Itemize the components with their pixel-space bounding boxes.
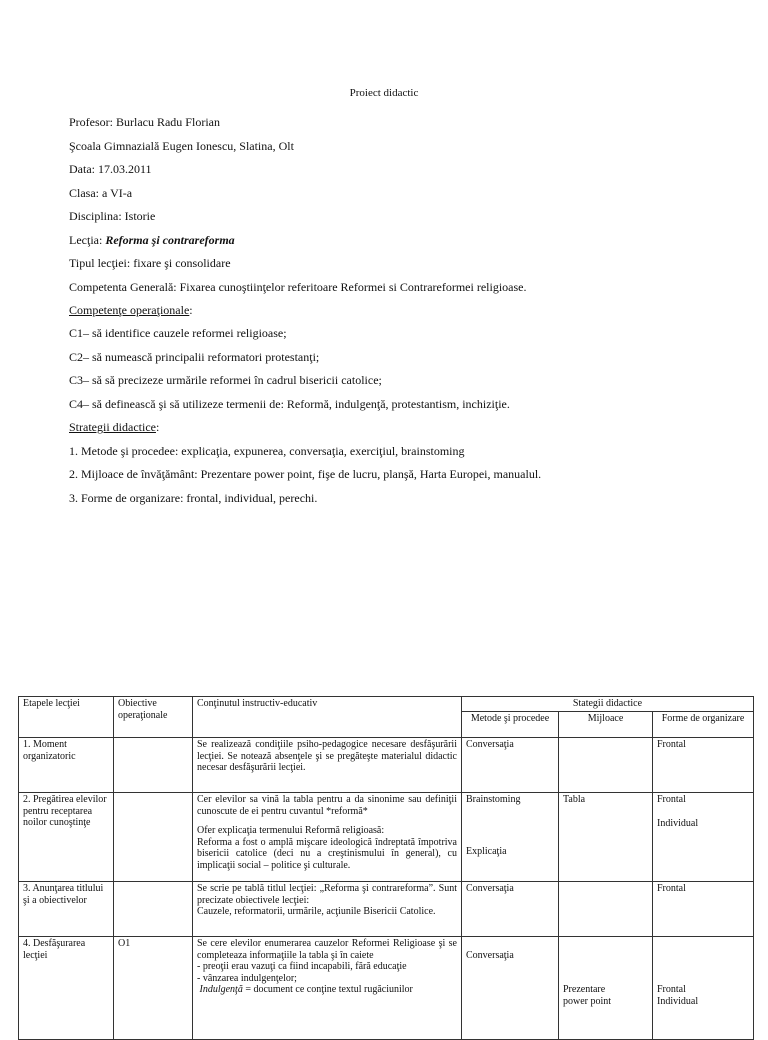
header-continut: Conţinutul instructiv-educativ	[193, 697, 462, 738]
competenta-generala-line: Competenta Generală: Fixarea cunoştiinţelor referitoare Reformei si Contrareformei religioase.	[69, 280, 527, 294]
continut-cell	[193, 937, 462, 1040]
continut-paragraph: Se scrie pe tablă titlul lecţiei: „Reforma şi contrareforma”. Sunt precizate obiectivele lecţiei:	[197, 883, 457, 906]
continut-paragraph: Ofer explicaţia termenului Reformă religioasă:	[197, 825, 385, 836]
header-obiective: Obiective operaţionale	[114, 697, 193, 738]
lectia-title: Reforma şi contrareforma	[105, 233, 235, 247]
continut-cell: Se realizează condiţiile psiho-pedagogice necesare desfăşurării lecţiei. Se notează absenţele şi se pregăteşte materialul didactic necesar desfăşurării lecţiei.	[193, 738, 462, 793]
cell-spacer	[466, 806, 554, 846]
metode-item: Explicaţia	[466, 845, 507, 857]
continut-paragraph: Cauzele, reformatorii, urmările, acţiunile Bisericii Catolice.	[197, 906, 436, 917]
obiective-cell	[114, 882, 193, 937]
obiective-cell: O1	[114, 937, 193, 1040]
strategie-item: 1. Metode şi procedee: explicaţia, expunerea, conversaţia, exerciţiul, brainstoming	[69, 444, 465, 458]
forme-cell: Frontal	[653, 882, 754, 937]
strategii-heading	[69, 420, 159, 435]
strategii-heading-colon: :	[155, 420, 160, 434]
metode-item: Brainstoming	[466, 794, 521, 805]
document-title: Proiect didactic	[349, 87, 419, 99]
competenta-item: C2– să numească principalii reformatori protestanţi;	[69, 350, 320, 364]
mijloace-cell	[559, 738, 653, 793]
forme-cell: Frontal	[653, 738, 754, 793]
competenta-item: C1– să identifice cauzele reformei religioase;	[69, 326, 287, 340]
etapa-cell: 4. Desfăşurarea lecţiei	[19, 937, 114, 1040]
header-forme: Forme de organizare	[653, 712, 754, 738]
forme-item: Individual	[657, 817, 699, 829]
forme-cell	[653, 793, 754, 882]
mijloace-cell	[559, 937, 653, 1040]
competente-heading-text: Competenţe operaţionale	[69, 303, 190, 317]
metode-cell: Conversaţia	[462, 738, 559, 793]
mijloace-item: power point	[563, 995, 612, 1007]
metode-cell: Conversaţia	[462, 882, 559, 937]
etapa-cell: 2. Pregătirea elevilor pentru receptarea noilor cunoştinţe	[19, 793, 114, 882]
indulgenta-term: Indulgenţă	[199, 984, 243, 995]
header-strategii: Stategii didactice	[462, 697, 754, 712]
clasa-line: Clasa: a VI-a	[69, 186, 133, 200]
etapa-cell: 3. Anunţarea titlului şi a obiectivelor	[19, 882, 114, 937]
competenta-item: C3– să să precizeze urmările reformei în cadrul bisericii catolice;	[69, 373, 382, 387]
obiective-cell	[114, 738, 193, 793]
forme-cell	[653, 937, 754, 1040]
header-metode: Metode şi procedee	[462, 712, 559, 738]
mijloace-cell: Tabla	[559, 793, 653, 882]
strategie-item: 3. Forme de organizare: frontal, individual, perechi.	[69, 491, 318, 505]
disciplina-line: Disciplina: Istorie	[69, 209, 156, 223]
table-row	[19, 937, 754, 1040]
continut-paragraph: - vânzarea indulgenţelor;	[197, 972, 297, 984]
continut-paragraph: Cer elevilor sa vină la tabla pentru a da sinonime sau definiţii cunoscute de ei pentru cuvantul *reformă*	[197, 794, 457, 817]
obiective-cell	[114, 793, 193, 882]
data-line: Data: 17.03.2011	[69, 162, 152, 176]
header-etape: Etapele lecţiei	[19, 697, 114, 738]
competente-heading-colon: :	[189, 303, 193, 317]
forme-item: Frontal	[657, 794, 686, 805]
mijloace-item: Prezentare	[563, 984, 606, 995]
paragraph-spacer	[197, 817, 457, 825]
metode-cell	[462, 937, 559, 1040]
forme-item: Individual	[657, 995, 699, 1007]
strategii-heading-text: Strategii didactice	[69, 420, 156, 434]
metode-cell	[462, 793, 559, 882]
profesor-line: Profesor: Burlacu Radu Florian	[69, 115, 220, 129]
forme-item: Frontal	[657, 984, 686, 995]
cell-spacer	[657, 938, 749, 984]
strategie-item: 2. Mijloace de învăţământ: Prezentare power point, fişe de lucru, planşă, Harta Europei, manualul.	[69, 467, 542, 481]
etapa-cell: 1. Moment organizatoric	[19, 738, 114, 793]
table-row	[19, 793, 754, 882]
cell-spacer	[563, 938, 648, 984]
lectia-line	[69, 233, 235, 248]
continut-cell	[193, 882, 462, 937]
continut-paragraph: Reforma a fost o amplă mişcare ideologică îndreptată împotriva bisericii catolice (deci nu a creştinismului în general), cu implicaţii social – politice şi culturale.	[197, 836, 457, 871]
indulgenta-definition: = document ce conţine textul rugăciunilor	[242, 984, 413, 995]
cell-spacer	[466, 938, 554, 950]
continut-paragraph: - preoţii erau vazuţi ca fiind incapabili, fără educaţie	[197, 961, 407, 972]
scoala-line: Şcoala Gimnazială Eugen Ionescu, Slatina, Olt	[69, 139, 294, 153]
continut-paragraph	[197, 984, 457, 996]
competenta-item: C4– să definească şi să utilizeze termenii de: Reformă, indulgenţă, protestantism, inchiziţie.	[69, 397, 510, 411]
continut-cell	[193, 793, 462, 882]
tipul-line: Tipul lecţiei: fixare şi consolidare	[69, 256, 231, 270]
lesson-table	[18, 696, 754, 1040]
table-row	[19, 882, 754, 937]
lectia-label: Lecţia:	[69, 233, 106, 247]
table-header-row	[19, 697, 754, 712]
cell-spacer	[657, 806, 749, 818]
continut-paragraph: Se cere elevilor enumerarea cauzelor Reformei Religioase şi se completeaza informaţiile la tabla şi în caiete	[197, 938, 457, 961]
mijloace-cell	[559, 882, 653, 937]
metode-item: Conversaţia	[466, 950, 514, 961]
header-mijloace: Mijloace	[559, 712, 653, 738]
competente-heading	[69, 303, 193, 318]
table-row	[19, 738, 754, 793]
